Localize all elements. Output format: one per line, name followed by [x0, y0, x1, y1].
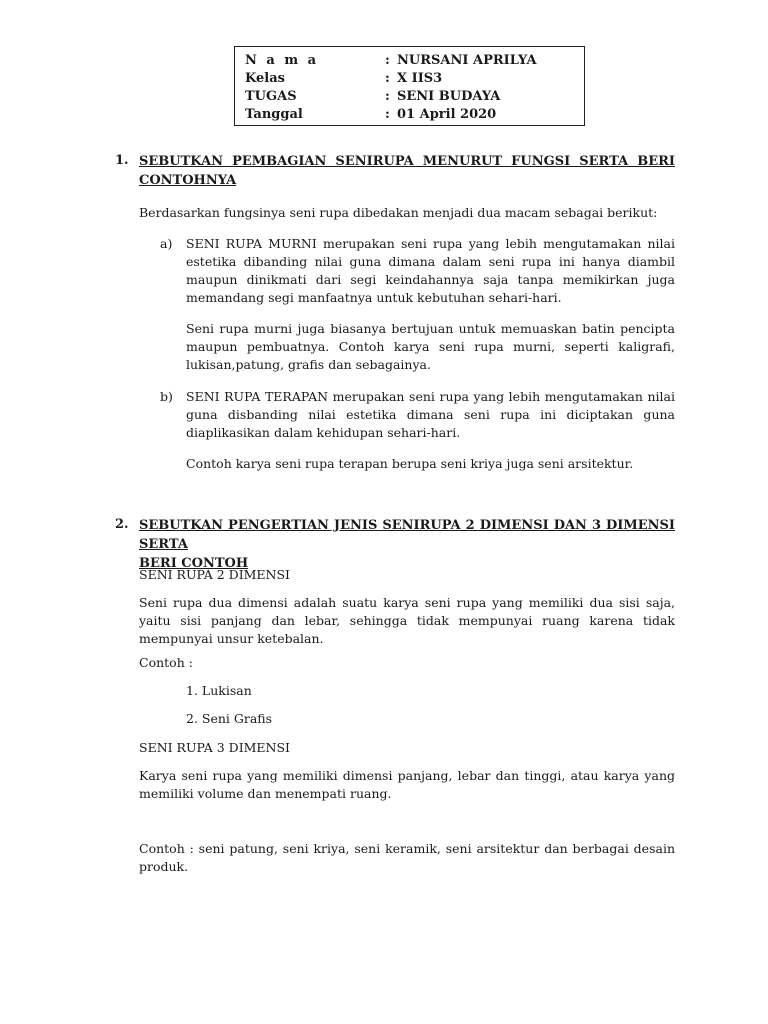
- item-a-marker: a): [160, 236, 173, 251]
- name-separator: :: [385, 53, 390, 68]
- section-3d-examples: Contoh : seni patung, seni kriya, seni keramik, seni arsitektur dan berbagai desain produk.: [139, 841, 675, 874]
- section-3d-paragraph: Karya seni rupa yang memiliki dimensi panjang, lebar dan tinggi, atau karya yang memiliki volume dan menempati ruang.: [139, 768, 675, 801]
- question-1-title-line2: CONTOHNYA: [139, 173, 237, 188]
- class-value: X IIS3: [397, 71, 443, 86]
- question-2-title-line2: BERI CONTOH: [139, 556, 249, 571]
- task-label: TUGAS: [245, 89, 297, 104]
- task-value: SENI BUDAYA: [397, 89, 501, 104]
- item-b-text-2: Contoh karya seni rupa terapan berupa seni kriya juga seni arsitektur.: [186, 456, 634, 471]
- info-row-name: [245, 52, 584, 70]
- task-separator: :: [385, 89, 390, 104]
- item-b-text: SENI RUPA TERAPAN merupakan seni rupa yang lebih mengutamakan nilai guna disbanding nilai estetika dimana seni rupa ini diciptakan guna diaplikasikan dalam kehidupan sehari-hari.: [186, 389, 675, 440]
- info-row-task: [245, 88, 584, 106]
- list-item: 2. Seni Grafis: [186, 711, 273, 726]
- question-2-title-line1: SEBUTKAN PENGERTIAN JENIS SENIRUPA 2 DIMENSI DAN 3 DIMENSI SERTA: [139, 518, 675, 552]
- section-3d-heading: SENI RUPA 3 DIMENSI: [139, 740, 290, 755]
- info-row-class: [245, 70, 584, 88]
- question-1-title-line1: SEBUTKAN PEMBAGIAN SENIRUPA MENURUT FUNGSI SERTA BERI: [139, 154, 675, 169]
- section-2d-paragraph: Seni rupa dua dimensi adalah suatu karya seni rupa yang memiliki dua sisi saja, yaitu sisi panjang dan lebar, sehingga tidak mempunyai ruang karena tidak mempunyai unsur ketebalan.: [139, 595, 675, 646]
- name-label: N a m a: [245, 53, 319, 68]
- section-2d-heading: SENI RUPA 2 DIMENSI: [139, 567, 290, 582]
- list-item: 1. Lukisan: [186, 683, 252, 698]
- item-a-text-2: Seni rupa murni juga biasanya bertujuan untuk memuaskan batin pencipta maupun pembuatnya. Contoh karya seni rupa murni, seperti kaligrafi, lukisan,patung, grafis dan sebagainya.: [186, 321, 675, 372]
- item-a-text: SENI RUPA MURNI merupakan seni rupa yang lebih mengutamakan nilai estetika dibanding nilai guna dimana dalam seni rupa ini hanya diambil maupun dinikmati dari segi keindahannya saja tanpa memikirkan juga memandang segi manfaatnya untuk kebutuhan sehari-hari.: [186, 236, 675, 305]
- date-label: Tanggal: [245, 107, 303, 122]
- question-1-intro: Berdasarkan fungsinya seni rupa dibedakan menjadi dua macam sebagai berikut:: [139, 205, 658, 220]
- name-value: NURSANI APRILYA: [397, 53, 537, 68]
- date-value: 01 April 2020: [397, 107, 497, 122]
- class-separator: :: [385, 71, 390, 86]
- student-info-box: [234, 46, 585, 126]
- question-1-number: 1.: [115, 153, 129, 168]
- question-1-title: [139, 152, 675, 190]
- date-separator: :: [385, 107, 390, 122]
- item-b-marker: b): [160, 389, 173, 404]
- contoh-label: Contoh :: [139, 655, 193, 670]
- question-2-number: 2.: [115, 517, 129, 532]
- info-row-date: [245, 106, 584, 124]
- class-label: Kelas: [245, 71, 285, 86]
- question-1-heading: [115, 152, 675, 190]
- question-2-heading: [115, 516, 675, 573]
- question-2-title: [139, 516, 675, 573]
